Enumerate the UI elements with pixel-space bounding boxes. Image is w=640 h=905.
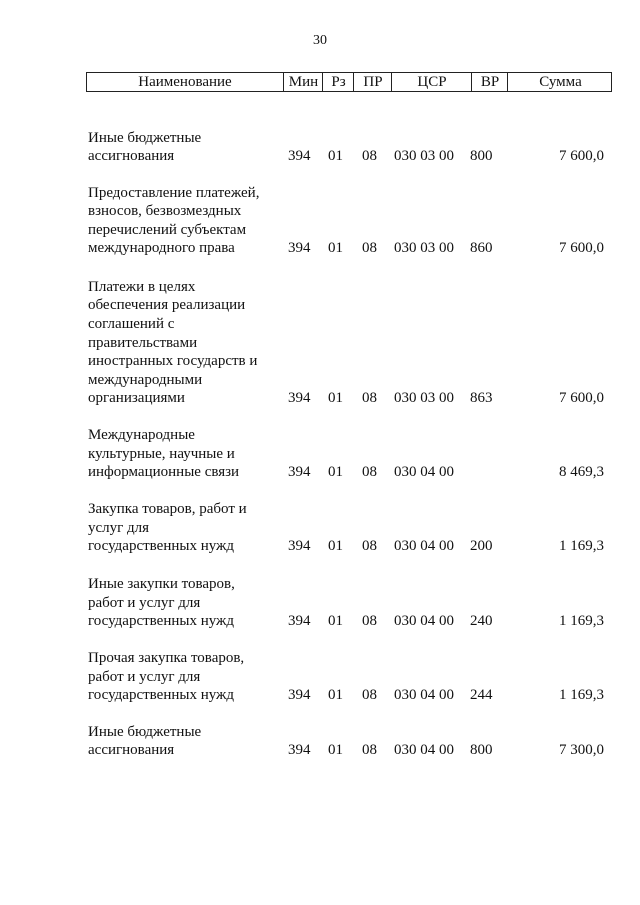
cell-pr: 08 [362, 147, 377, 164]
cell-min: 394 [288, 463, 311, 480]
cell-pr: 08 [362, 239, 377, 256]
cell-pr: 08 [362, 463, 377, 480]
table-row [0, 500, 640, 556]
cell-csr: 030 04 00 [394, 741, 454, 758]
row-name-line: организациями [88, 390, 185, 407]
cell-rz: 01 [328, 389, 343, 406]
cell-rz: 01 [328, 239, 343, 256]
cell-rz: 01 [328, 463, 343, 480]
cell-csr: 030 03 00 [394, 239, 454, 256]
cell-rz: 01 [328, 686, 343, 703]
row-name-line: Платежи в целях [88, 278, 196, 295]
cell-csr: 030 04 00 [394, 686, 454, 703]
row-name-line: государственных нужд [88, 687, 235, 704]
cell-min: 394 [288, 612, 311, 629]
row-values [0, 741, 640, 760]
cell-csr: 030 03 00 [394, 147, 454, 164]
cell-sum: 1 169,3 [559, 686, 604, 703]
cell-vr: 863 [470, 389, 493, 406]
row-name-line: Предоставление платежей, [88, 184, 260, 201]
cell-sum: 7 300,0 [559, 741, 604, 758]
cell-vr: 244 [470, 686, 493, 703]
row-name-line: ассигнования [88, 148, 175, 165]
cell-rz: 01 [328, 612, 343, 629]
cell-sum: 1 169,3 [559, 537, 604, 554]
cell-min: 394 [288, 537, 311, 554]
row-name-line: государственных нужд [88, 613, 235, 630]
cell-min: 394 [288, 686, 311, 703]
row-name-line: государственных нужд [88, 538, 235, 555]
row-values [0, 389, 640, 408]
row-values [0, 463, 640, 482]
cell-pr: 08 [362, 741, 377, 758]
cell-rz: 01 [328, 741, 343, 758]
cell-min: 394 [288, 741, 311, 758]
row-values [0, 537, 640, 556]
row-name-line: международного права [88, 240, 235, 257]
row-name-line: Иные бюджетные [88, 723, 202, 740]
table-row [0, 649, 640, 705]
row-name-line: информационные связи [88, 464, 240, 481]
row-name-line: услуг для [88, 519, 150, 536]
cell-sum: 1 169,3 [559, 612, 604, 629]
row-name-line: культурные, научные и [88, 445, 235, 462]
cell-vr: 800 [470, 741, 493, 758]
row-name-line: Иные закупки товаров, [88, 576, 235, 593]
row-name-line: Прочая закупка товаров, [88, 650, 245, 667]
row-values [0, 686, 640, 705]
table-row [0, 575, 640, 631]
cell-sum: 7 600,0 [559, 389, 604, 406]
column-header-rz: Рз [322, 73, 354, 91]
table-row [0, 723, 640, 760]
cell-min: 394 [288, 239, 311, 256]
table-row [0, 278, 640, 408]
column-header-pr: ПР [353, 73, 392, 91]
cell-csr: 030 04 00 [394, 463, 454, 480]
row-name-line: иностранных государств и [88, 353, 258, 370]
table-row [0, 129, 640, 166]
cell-rz: 01 [328, 147, 343, 164]
cell-csr: 030 04 00 [394, 612, 454, 629]
row-values [0, 239, 640, 258]
table-header [86, 72, 612, 92]
cell-pr: 08 [362, 537, 377, 554]
cell-csr: 030 03 00 [394, 389, 454, 406]
cell-vr: 860 [470, 239, 493, 256]
cell-vr: 800 [470, 147, 493, 164]
cell-vr: 240 [470, 612, 493, 629]
page-number: 30 [313, 33, 327, 48]
column-header-csr: ЦСР [391, 73, 472, 91]
cell-min: 394 [288, 147, 311, 164]
cell-pr: 08 [362, 686, 377, 703]
row-name-line: работ и услуг для [88, 668, 201, 685]
column-header-name: Наименование [138, 74, 232, 90]
row-values [0, 147, 640, 166]
table-row [0, 426, 640, 482]
row-name-line: Закупка товаров, работ и [88, 501, 247, 518]
table-row [0, 184, 640, 258]
row-name-line: правительствами [88, 334, 198, 351]
cell-pr: 08 [362, 389, 377, 406]
row-name-line: ассигнования [88, 742, 175, 759]
cell-sum: 7 600,0 [559, 147, 604, 164]
cell-vr: 200 [470, 537, 493, 554]
row-name-line: Иные бюджетные [88, 129, 202, 146]
row-name-line: взносов, безвозмездных [88, 203, 242, 220]
row-values [0, 612, 640, 631]
row-name-line: работ и услуг для [88, 594, 201, 611]
cell-sum: 7 600,0 [559, 239, 604, 256]
row-name-line: Международные [88, 427, 195, 444]
column-header-vr: ВР [471, 73, 508, 91]
cell-rz: 01 [328, 537, 343, 554]
row-name-line: международными [88, 371, 203, 388]
cell-csr: 030 04 00 [394, 537, 454, 554]
cell-min: 394 [288, 389, 311, 406]
column-header-sum: Сумма [507, 73, 613, 91]
row-name-line: соглашений с [88, 315, 175, 332]
cell-sum: 8 469,3 [559, 463, 604, 480]
column-header-min: Мин [283, 73, 323, 91]
cell-pr: 08 [362, 612, 377, 629]
row-name-line: перечислений субъектам [88, 221, 247, 238]
row-name-line: обеспечения реализации [88, 297, 246, 314]
